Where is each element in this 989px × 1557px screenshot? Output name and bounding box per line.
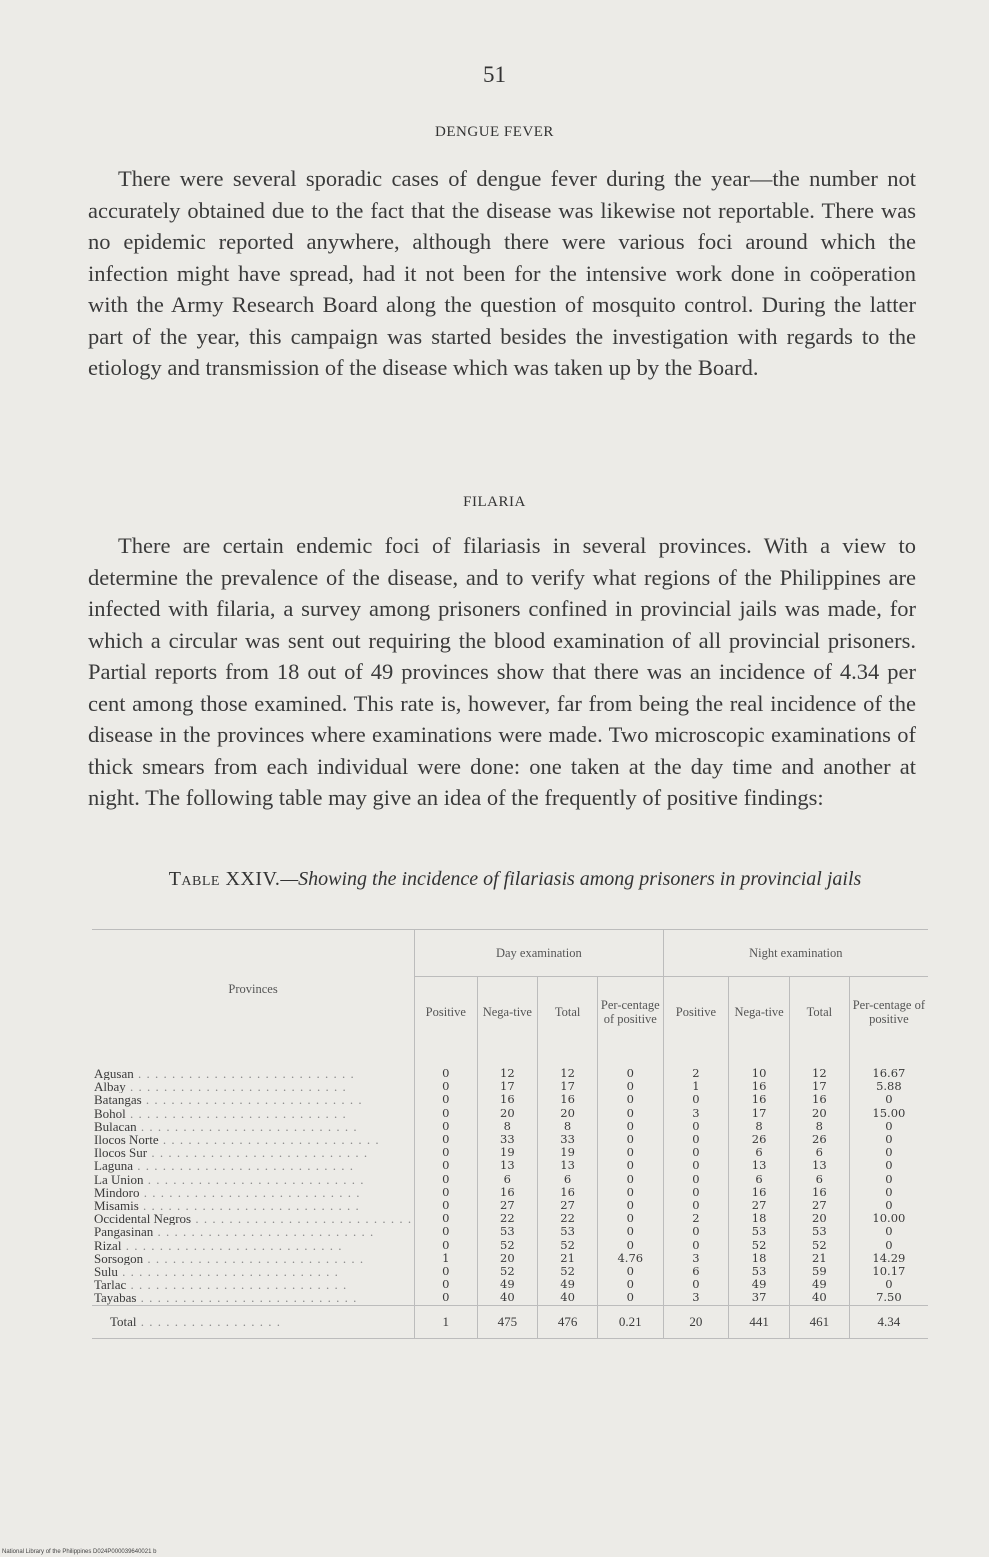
- total-label: Total . . . . . . . . . . . . . . . . .: [92, 1305, 415, 1338]
- day-positive-cell: 0: [442, 1211, 450, 1226]
- day-total-cell: 17: [538, 1080, 598, 1093]
- province-name: Bohol . . . . . . . . . . . . . . . . . . . . . . . . . .: [92, 1107, 415, 1120]
- header-night-examination: Night examination: [663, 930, 928, 977]
- day-total-cell: 53: [538, 1225, 598, 1238]
- night-positive-cell: 0: [663, 1225, 729, 1238]
- day-total-cell: 27: [538, 1199, 598, 1212]
- night-negative-cell: 49: [729, 1278, 790, 1291]
- night-total-cell: 16: [789, 1093, 849, 1106]
- night-total-cell: 40: [789, 1291, 849, 1305]
- night-percentage-cell: 0: [849, 1146, 928, 1159]
- header-provinces: Provinces: [92, 930, 415, 1048]
- section-heading-filaria: FILARIA: [463, 494, 526, 510]
- day-positive-cell: 0: [442, 1105, 450, 1120]
- province-name: Pangasinan . . . . . . . . . . . . . . . . . . . . . . . . . .: [92, 1225, 415, 1238]
- night-positive-cell: 0: [663, 1093, 729, 1106]
- night-total-cell: 53: [789, 1225, 849, 1238]
- night-total-cell: 27: [789, 1199, 849, 1212]
- table-row: [92, 1173, 928, 1186]
- day-positive-cell: 0: [442, 1092, 450, 1107]
- province-name: Mindoro . . . . . . . . . . . . . . . . . . . . . . . . . .: [92, 1186, 415, 1199]
- night-total-cell: 26: [789, 1133, 849, 1146]
- total-day-percentage: 0.21: [598, 1305, 664, 1338]
- day-negative-cell: 12: [477, 1047, 538, 1080]
- day-total-cell: 19: [538, 1146, 598, 1159]
- total-day-positive: 1: [415, 1305, 477, 1338]
- day-negative-cell: 49: [477, 1278, 538, 1291]
- night-positive-cell: 0: [663, 1159, 729, 1172]
- night-percentage-cell: 0: [849, 1159, 928, 1172]
- night-positive-cell: 0: [663, 1239, 729, 1252]
- night-negative-cell: 53: [729, 1225, 790, 1238]
- night-percentage-cell: 0: [849, 1173, 928, 1186]
- night-total-cell: 8: [789, 1120, 849, 1133]
- header-night-negative: Nega-tive: [729, 977, 790, 1048]
- night-positive-cell: 0: [663, 1133, 729, 1146]
- day-percentage-cell: 0: [598, 1186, 664, 1199]
- footer-note: National Library of the Philippines D024P000039640021 b: [2, 1549, 157, 1555]
- night-negative-cell: 10: [729, 1047, 790, 1080]
- day-percentage-cell: 0: [598, 1212, 664, 1225]
- day-negative-cell: 20: [477, 1107, 538, 1120]
- day-percentage-cell: 0: [598, 1225, 664, 1238]
- day-total-cell: 22: [538, 1212, 598, 1225]
- day-percentage-cell: 4.76: [598, 1252, 664, 1265]
- night-positive-cell: 0: [663, 1146, 729, 1159]
- day-negative-cell: 20: [477, 1252, 538, 1265]
- night-positive-cell: 3: [663, 1107, 729, 1120]
- table-row: [92, 1239, 928, 1252]
- day-negative-cell: 16: [477, 1186, 538, 1199]
- night-total-cell: 20: [789, 1107, 849, 1120]
- night-total-cell: 6: [789, 1146, 849, 1159]
- day-positive-cell: 0: [442, 1171, 450, 1186]
- day-total-cell: 21: [538, 1252, 598, 1265]
- night-negative-cell: 17: [729, 1107, 790, 1120]
- day-negative-cell: 53: [477, 1225, 538, 1238]
- province-name: Misamis . . . . . . . . . . . . . . . . . . . . . . . . . .: [92, 1199, 415, 1212]
- night-positive-cell: 0: [663, 1120, 729, 1133]
- total-day-negative: 475: [477, 1305, 538, 1338]
- night-total-cell: 59: [789, 1265, 849, 1278]
- header-day-positive: Positive: [415, 977, 477, 1048]
- day-positive-cell: 0: [442, 1277, 450, 1292]
- night-positive-cell: 0: [663, 1278, 729, 1291]
- night-percentage-cell: 5.88: [849, 1080, 928, 1093]
- night-percentage-cell: 0: [849, 1199, 928, 1212]
- table-total-row: [92, 1305, 928, 1338]
- night-percentage-cell: 7.50: [849, 1291, 928, 1305]
- day-percentage-cell: 0: [598, 1278, 664, 1291]
- province-name: Batangas . . . . . . . . . . . . . . . . . . . . . . . . . .: [92, 1093, 415, 1106]
- day-percentage-cell: 0: [598, 1133, 664, 1146]
- header-day-negative: Nega-tive: [477, 977, 538, 1048]
- night-negative-cell: 6: [729, 1146, 790, 1159]
- day-total-cell: 6: [538, 1173, 598, 1186]
- province-name: Sorsogon . . . . . . . . . . . . . . . . . . . . . . . . . .: [92, 1252, 415, 1265]
- night-positive-cell: 0: [663, 1186, 729, 1199]
- province-name: Ilocos Norte . . . . . . . . . . . . . . . . . . . . . . . . . .: [92, 1133, 415, 1146]
- day-positive-cell: 0: [442, 1237, 450, 1252]
- day-positive-cell: 0: [442, 1079, 450, 1094]
- province-name: Agusan . . . . . . . . . . . . . . . . . . . . . . . . . .: [92, 1047, 415, 1080]
- night-positive-cell: 2: [663, 1047, 729, 1080]
- day-negative-cell: 6: [477, 1173, 538, 1186]
- night-percentage-cell: 10.17: [849, 1265, 928, 1278]
- day-total-cell: 16: [538, 1093, 598, 1106]
- night-negative-cell: 26: [729, 1133, 790, 1146]
- paragraph-filaria: There are certain endemic foci of filariasis in several provinces. With a view to determine the prevalence of the disease, and to verify what regions of the Philippines are infected with filaria, a survey among prisoners confined in provincial jails was made, for which a circular was sent out requiring the blood examination of all provincial prisoners. Partial reports from 18 out of 49 provinces show that there was an incidence of 4.34 per cent among those examined. This rate is, however, far from being the real incidence of the disease in the provinces where examinations were made. Two microscopic examinations of thick smears from each individual were done: one taken at the day time and another at night. The following table may give an idea of the frequently of positive findings:: [88, 533, 916, 810]
- total-night-positive: 20: [663, 1305, 729, 1338]
- night-percentage-cell: 16.67: [849, 1047, 928, 1080]
- night-positive-cell: 3: [663, 1252, 729, 1265]
- header-night-percentage: Per-centage of positive: [849, 977, 928, 1048]
- filariasis-table: [92, 929, 928, 1339]
- day-positive-cell: 0: [442, 1224, 450, 1239]
- day-percentage-cell: 0: [598, 1173, 664, 1186]
- day-positive-cell: 0: [442, 1184, 450, 1199]
- night-total-cell: 52: [789, 1239, 849, 1252]
- day-percentage-cell: 0: [598, 1093, 664, 1106]
- day-percentage-cell: 0: [598, 1159, 664, 1172]
- night-total-cell: 16: [789, 1186, 849, 1199]
- day-positive-cell: 0: [442, 1264, 450, 1279]
- table-caption-text: —Showing the incidence of filariasis among prisoners in provincial jails: [280, 868, 862, 890]
- night-positive-cell: 1: [663, 1080, 729, 1093]
- day-total-cell: 52: [538, 1239, 598, 1252]
- day-negative-cell: 40: [477, 1291, 538, 1305]
- total-night-total: 461: [789, 1305, 849, 1338]
- night-negative-cell: 52: [729, 1239, 790, 1252]
- night-percentage-cell: 10.00: [849, 1212, 928, 1225]
- province-name: Laguna . . . . . . . . . . . . . . . . . . . . . . . . . .: [92, 1159, 415, 1172]
- day-total-cell: 40: [538, 1291, 598, 1305]
- province-name: Bulacan . . . . . . . . . . . . . . . . . . . . . . . . . .: [92, 1120, 415, 1133]
- night-total-cell: 17: [789, 1080, 849, 1093]
- day-total-cell: 52: [538, 1265, 598, 1278]
- day-total-cell: 16: [538, 1186, 598, 1199]
- night-negative-cell: 27: [729, 1199, 790, 1212]
- total-night-negative: 441: [729, 1305, 790, 1338]
- day-positive-cell: 0: [442, 1132, 450, 1147]
- day-percentage-cell: 0: [598, 1199, 664, 1212]
- night-positive-cell: 0: [663, 1173, 729, 1186]
- header-day-percentage: Per-centage of positive: [598, 977, 664, 1048]
- day-negative-cell: 52: [477, 1239, 538, 1252]
- table-row: [92, 1047, 928, 1080]
- day-percentage-cell: 0: [598, 1239, 664, 1252]
- section-heading-dengue: DENGUE FEVER: [435, 124, 554, 140]
- header-night-total: Total: [789, 977, 849, 1048]
- total-night-percentage: 4.34: [849, 1305, 928, 1338]
- day-percentage-cell: 0: [598, 1080, 664, 1093]
- day-percentage-cell: 0: [598, 1265, 664, 1278]
- night-percentage-cell: 0: [849, 1278, 928, 1291]
- day-total-cell: 33: [538, 1133, 598, 1146]
- day-positive-cell: 0: [442, 1198, 450, 1213]
- day-negative-cell: 13: [477, 1159, 538, 1172]
- day-negative-cell: 16: [477, 1093, 538, 1106]
- day-positive-cell: 0: [442, 1066, 450, 1080]
- province-name: Tarlac . . . . . . . . . . . . . . . . . . . . . . . . . .: [92, 1278, 415, 1291]
- table-caption-lead: Table XXIV.: [168, 868, 281, 890]
- night-positive-cell: 0: [663, 1199, 729, 1212]
- day-positive-cell: 1: [442, 1250, 450, 1265]
- day-positive-cell: 0: [442, 1290, 450, 1305]
- night-total-cell: 20: [789, 1212, 849, 1225]
- night-negative-cell: 18: [729, 1252, 790, 1265]
- day-positive-cell: 0: [442, 1118, 450, 1133]
- night-percentage-cell: 0: [849, 1120, 928, 1133]
- page-number: 51: [483, 62, 506, 87]
- province-name: Ilocos Sur . . . . . . . . . . . . . . . . . . . . . . . . . .: [92, 1146, 415, 1159]
- night-total-cell: 49: [789, 1278, 849, 1291]
- night-negative-cell: 53: [729, 1265, 790, 1278]
- day-percentage-cell: 0: [598, 1291, 664, 1305]
- night-total-cell: 6: [789, 1173, 849, 1186]
- day-negative-cell: 33: [477, 1133, 538, 1146]
- night-percentage-cell: 0: [849, 1133, 928, 1146]
- day-percentage-cell: 0: [598, 1146, 664, 1159]
- header-night-positive: Positive: [663, 977, 729, 1048]
- night-positive-cell: 2: [663, 1212, 729, 1225]
- night-negative-cell: 18: [729, 1212, 790, 1225]
- night-negative-cell: 8: [729, 1120, 790, 1133]
- table-row: [92, 1093, 928, 1106]
- night-negative-cell: 16: [729, 1093, 790, 1106]
- night-percentage-cell: 15.00: [849, 1107, 928, 1120]
- province-name: Albay . . . . . . . . . . . . . . . . . . . . . . . . . .: [92, 1080, 415, 1093]
- day-negative-cell: 17: [477, 1080, 538, 1093]
- day-total-cell: 20: [538, 1107, 598, 1120]
- day-negative-cell: 19: [477, 1146, 538, 1159]
- day-total-cell: 49: [538, 1278, 598, 1291]
- night-positive-cell: 3: [663, 1291, 729, 1305]
- night-negative-cell: 6: [729, 1173, 790, 1186]
- night-negative-cell: 13: [729, 1159, 790, 1172]
- province-name: La Union . . . . . . . . . . . . . . . . . . . . . . . . . .: [92, 1173, 415, 1186]
- province-name: Sulu . . . . . . . . . . . . . . . . . . . . . . . . . .: [92, 1265, 415, 1278]
- province-name: Occidental Negros . . . . . . . . . . . . . . . . . . . . . . . . . .: [92, 1212, 415, 1225]
- table-caption: [120, 866, 910, 892]
- table-row: [92, 1225, 928, 1238]
- day-negative-cell: 52: [477, 1265, 538, 1278]
- day-total-cell: 13: [538, 1159, 598, 1172]
- night-negative-cell: 37: [729, 1291, 790, 1305]
- table-row: [92, 1291, 928, 1305]
- day-total-cell: 8: [538, 1120, 598, 1133]
- night-percentage-cell: 0: [849, 1225, 928, 1238]
- night-negative-cell: 16: [729, 1080, 790, 1093]
- night-percentage-cell: 0: [849, 1239, 928, 1252]
- night-total-cell: 12: [789, 1047, 849, 1080]
- day-negative-cell: 8: [477, 1120, 538, 1133]
- day-negative-cell: 27: [477, 1199, 538, 1212]
- night-negative-cell: 16: [729, 1186, 790, 1199]
- day-percentage-cell: 0: [598, 1047, 664, 1080]
- day-negative-cell: 22: [477, 1212, 538, 1225]
- province-name: Rizal . . . . . . . . . . . . . . . . . . . . . . . . . .: [92, 1239, 415, 1252]
- night-positive-cell: 6: [663, 1265, 729, 1278]
- header-day-examination: Day examination: [415, 930, 663, 977]
- night-total-cell: 13: [789, 1159, 849, 1172]
- table-row: [92, 1107, 928, 1120]
- header-day-total: Total: [538, 977, 598, 1048]
- province-name: Tayabas . . . . . . . . . . . . . . . . . . . . . . . . . .: [92, 1291, 415, 1305]
- night-percentage-cell: 0: [849, 1093, 928, 1106]
- paragraph-dengue: There were several sporadic cases of dengue fever during the year—the number not accurately obtained due to the fact that the disease was likewise not reportable. There was no epidemic reported anywhere, although there were various foci around which the infection might have spread, had it not been for the intensive work done in coöperation with the Army Research Board along the question of mosquito control. During the latter part of the year, this campaign was started besides the investigation with regards to the etiology and transmission of the disease which was taken up by the Board.: [88, 166, 916, 380]
- day-total-cell: 12: [538, 1047, 598, 1080]
- day-percentage-cell: 0: [598, 1120, 664, 1133]
- day-percentage-cell: 0: [598, 1107, 664, 1120]
- night-total-cell: 21: [789, 1252, 849, 1265]
- day-positive-cell: 0: [442, 1145, 450, 1160]
- total-day-total: 476: [538, 1305, 598, 1338]
- night-percentage-cell: 0: [849, 1186, 928, 1199]
- night-percentage-cell: 14.29: [849, 1252, 928, 1265]
- table-row: [92, 1159, 928, 1172]
- day-positive-cell: 0: [442, 1158, 450, 1173]
